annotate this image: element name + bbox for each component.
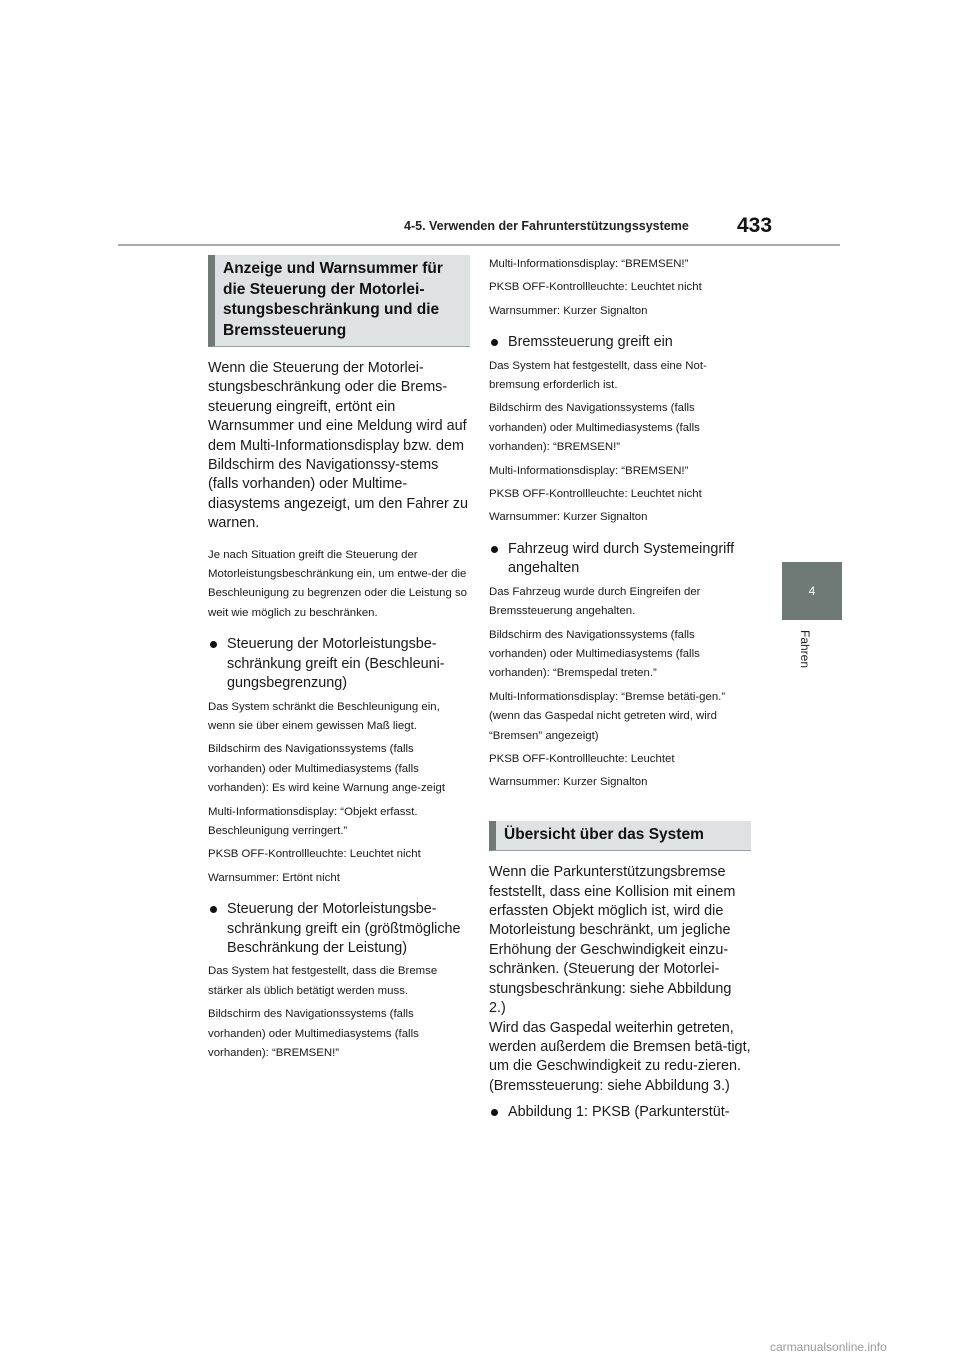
bullet-brake-control <box>489 333 751 352</box>
detail-line: Das System hat festgestellt, dass eine Not-bremsung erforderlich ist. <box>489 359 707 392</box>
overview-paragraph: Wenn die Parkunterstützungsbremse feststellt, dass eine Kollision mit einem erfassten Objekt möglich ist, wird die Motorleistung beschränkt, um jegliche Erhöhung der Geschwindigkeit einzu-schränken. (Steuerung der Motorlei-stungsbeschränkung: siehe Abbildung 2.) <box>489 864 736 1017</box>
note-paragraph: Je nach Situation greift die Steuerung der Motorleistungsbeschränkung ein, um entwe-der die Beschleunigung zu begrenzen oder die Leistung so weit wie möglich zu beschränken. <box>208 548 468 619</box>
chapter-tab <box>782 562 842 620</box>
detail-line: PKSB OFF-Kontrollleuchte: Leuchtet <box>489 752 675 765</box>
detail-line: Multi-Informationsdisplay: “BREMSEN!” <box>489 464 689 477</box>
bullet-dot-icon <box>491 339 498 346</box>
detail-line: Warnsummer: Ertönt nicht <box>208 871 340 884</box>
page-number: 433 <box>737 214 773 237</box>
section-heading-display-warning: Anzeige und Warnsummer für die Steuerung der Motorlei-stungsbeschränkung und die Bremssteuerung <box>208 255 470 347</box>
bullet-title: Fahrzeug wird durch Systemeingriff angehalten <box>508 540 735 577</box>
detail-line: PKSB OFF-Kontrollleuchte: Leuchtet nicht <box>489 488 702 501</box>
running-header-section: 4-5. Verwenden der Fahrunterstützungssysteme <box>404 219 689 233</box>
section-heading-overview: Übersicht über das System <box>489 821 751 852</box>
bullet-vehicle-stopped <box>489 540 751 579</box>
right-column <box>489 255 751 1123</box>
detail-line: Das Fahrzeug wurde durch Eingreifen der Bremssteuerung angehalten. <box>489 585 701 618</box>
detail-line: PKSB OFF-Kontrollleuchte: Leuchtet nicht <box>208 848 421 861</box>
header-divider <box>118 244 840 246</box>
bullet-dot-icon <box>491 546 498 553</box>
detail-line: Warnsummer: Kurzer Signalton <box>489 511 648 524</box>
detail-line: Das System hat festgestellt, dass die Bremse stärker als üblich betätigt werden muss. <box>208 965 438 997</box>
detail-line: PKSB OFF-Kontrollleuchte: Leuchtet nicht <box>489 281 702 294</box>
detail-line: Bildschirm des Navigationssystems (falls vorhanden) oder Multimediasystems (falls vorhanden): “BREMSEN!” <box>208 1008 419 1059</box>
bullet-title: Abbildung 1: PKSB (Parkunterstüt- <box>508 1104 730 1121</box>
watermark: carmanualsonline.info <box>770 1340 887 1354</box>
bullet-dot-icon <box>210 641 217 648</box>
intro-paragraph: Wenn die Steuerung der Motorlei-stungsbeschränkung oder die Brems-steuerung eingreift, ertönt ein Warnsummer und eine Meldung wird auf dem Multi-Informationsdisplay bzw. dem Bildschirm des Navigationssy-stems (falls vorhanden) oder Multime-diasystems angezeigt, um den Fahrer zu warnen. <box>208 360 468 532</box>
detail-line: Warnsummer: Kurzer Signalton <box>489 776 648 789</box>
detail-line: Multi-Informationsdisplay: “Bremse betäti-gen.” (wenn das Gaspedal nicht getreten wird, wird “Bremsen” angezeigt) <box>489 690 726 742</box>
bullet-title: Steuerung der Motorleistungsbe-schränkung greift ein (Beschleuni-gungsbegrenzung) <box>227 636 445 692</box>
detail-line: Multi-Informationsdisplay: “Objekt erfasst. Beschleunigung verringert.” <box>208 805 418 837</box>
detail-line: Bildschirm des Navigationssystems (falls vorhanden) oder Multimediasystems (falls vorhanden): “Bremspedal treten.” <box>489 628 700 680</box>
detail-line: Das System schränkt die Beschleunigung ein, wenn sie über einem gewissen Maß liegt. <box>208 700 440 732</box>
detail-line: Bildschirm des Navigationssystems (falls vorhanden) oder Multimediasystems (falls vorhanden): “BREMSEN!” <box>489 402 700 454</box>
detail-line: Warnsummer: Kurzer Signalton <box>489 304 648 317</box>
bullet-title: Steuerung der Motorleistungsbe-schränkung greift ein (größtmögliche Beschränkung der Leistung) <box>227 901 461 956</box>
left-column <box>208 255 470 1063</box>
chapter-label: Fahren <box>798 630 812 669</box>
bullet-figure-1 <box>489 1103 751 1122</box>
bullet-acceleration-limit <box>208 635 470 693</box>
bullet-dot-icon <box>491 1109 498 1116</box>
bullet-dot-icon <box>210 906 217 913</box>
detail-line: Bildschirm des Navigationssystems (falls vorhanden) oder Multimediasystems (falls vorhanden): Es wird keine Warnung ange-zeigt <box>208 743 446 795</box>
bullet-max-power-limit <box>208 900 470 958</box>
overview-paragraph: Wird das Gaspedal weiterhin getreten, werden außerdem die Bremsen betä-tigt, um die Geschwindigkeit zu redu-zieren. (Bremssteuerung: siehe Abbildung 3.) <box>489 1019 751 1094</box>
chapter-number: 4 <box>808 584 816 598</box>
bullet-title: Bremssteuerung greift ein <box>508 334 673 351</box>
detail-line: Multi-Informationsdisplay: “BREMSEN!” <box>489 258 689 270</box>
